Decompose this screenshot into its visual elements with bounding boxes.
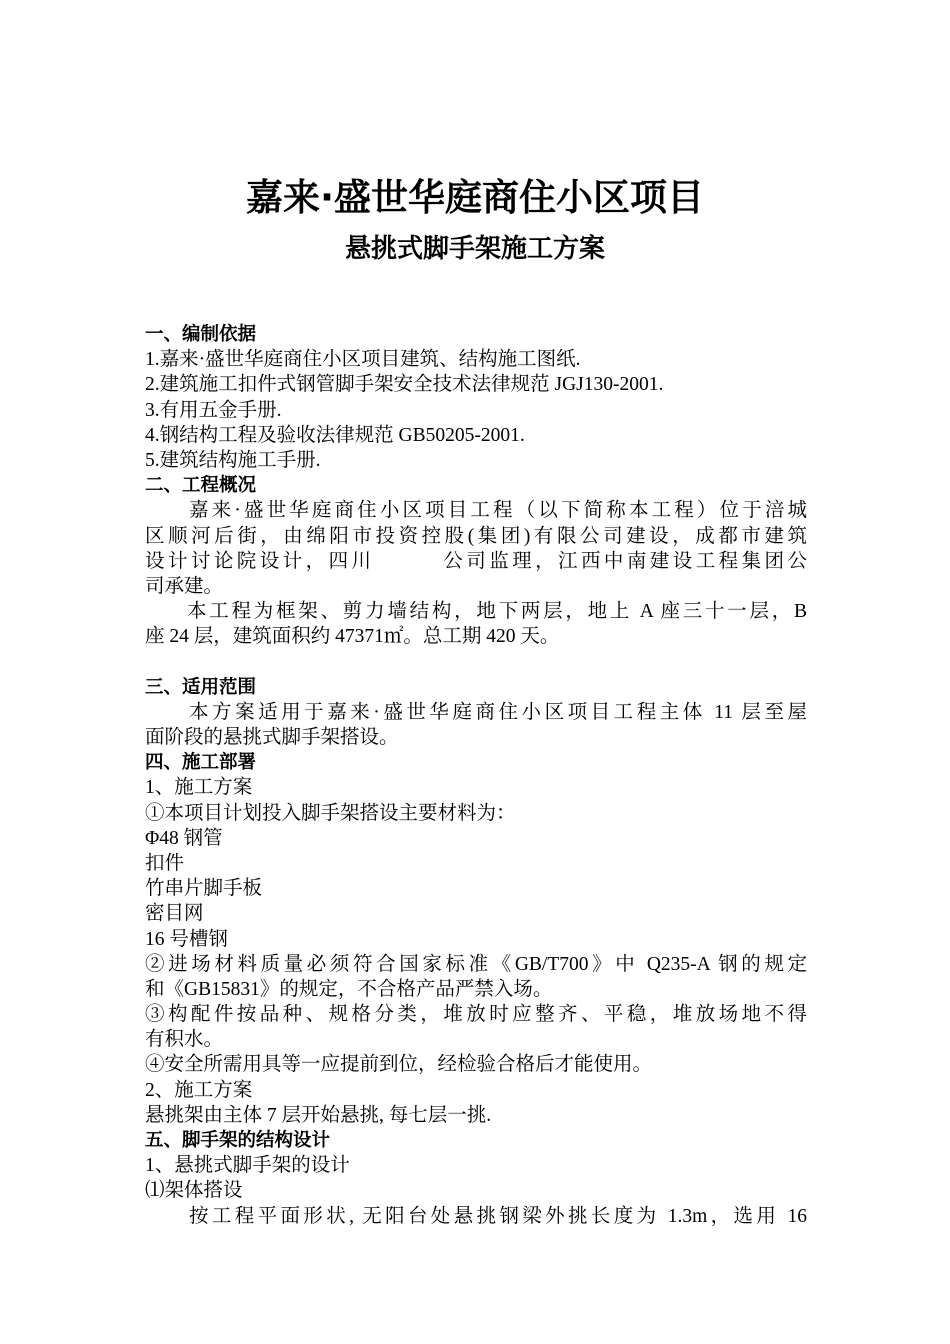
overview-paragraph-line: 区顺河后街，由绵阳市投资控股(集团)有限公司建设，成都市建筑: [145, 525, 807, 547]
section-heading-deployment: 四、施工部署: [145, 752, 257, 774]
overview-paragraph-line: 本工程为框架、剪力墙结构，地下两层，地上 A 座三十一层，B: [187, 601, 807, 623]
deployment-subheading: 1、施工方案: [145, 777, 253, 799]
deployment-subheading: 2、施工方案: [145, 1079, 253, 1101]
document-title: 嘉来·盛世华庭商住小区项目: [245, 176, 705, 219]
material-item: 16 号槽钢: [145, 928, 228, 950]
overview-paragraph-line: 设计讨论院设计，四川 公司监理，江西中南建设工程集团公: [145, 550, 807, 572]
deployment-item: ①本项目计划投入脚手架搭设主要材料为：: [145, 802, 516, 824]
document-subtitle: 悬挑式脚手架施工方案: [344, 234, 605, 264]
basis-item: 5.建筑结构施工手册.: [145, 449, 321, 471]
overview-paragraph-line: 司承建。: [145, 575, 224, 597]
overview-paragraph-line: 座 24 层，建筑面积约 47371㎡。总工期 420 天。: [145, 626, 560, 648]
material-item: 密目网: [145, 903, 204, 925]
blank-line: [145, 649, 807, 674]
material-item: 竹串片脚手板: [145, 878, 263, 900]
section-heading-basis: 一、编制依据: [145, 324, 257, 345]
section-heading-scope: 三、适用范围: [145, 676, 257, 698]
deployment-item: 有积水。: [145, 1029, 224, 1051]
scope-paragraph-line: 本方案适用于嘉来·盛世华庭商住小区项目工程主体 11 层至屋: [189, 701, 807, 723]
structure-item: ⑴架体搭设: [145, 1180, 243, 1202]
structure-paragraph-line: 按工程平面形状, 无阳台处悬挑钢梁外挑长度为 1.3m，选用 16: [189, 1205, 807, 1227]
section-heading-overview: 二、工程概况: [145, 475, 257, 497]
material-item: 扣件: [145, 852, 185, 874]
deployment-item: ④安全所需用具等一应提前到位，经检验合格后才能使用。: [145, 1054, 653, 1076]
deployment-item: ②进场材料质量必须符合国家标准《GB/T700》中 Q235-A 钢的规定: [145, 953, 807, 975]
deployment-text: 悬挑架由主体 7 层开始悬挑, 每七层一挑.: [145, 1104, 492, 1126]
document-body: [145, 322, 807, 1229]
basis-item: 1.嘉来·盛世华庭商住小区项目建筑、结构施工图纸.: [145, 349, 581, 371]
scope-paragraph-line: 面阶段的悬挑式脚手架搭设。: [145, 727, 399, 748]
deployment-item: ③构配件按品种、规格分类，堆放时应整齐、平稳，堆放场地不得: [145, 1004, 807, 1026]
material-item: Φ48 钢管: [145, 827, 223, 849]
overview-paragraph-line: 嘉来·盛世华庭商住小区项目工程（以下简称本工程）位于涪城: [189, 500, 807, 522]
structure-subheading: 1、悬挑式脚手架的设计: [145, 1155, 350, 1177]
basis-item: 4.钢结构工程及验收法律规范 GB50205-2001.: [145, 424, 525, 446]
section-heading-structure: 五、脚手架的结构设计: [145, 1130, 331, 1151]
deployment-item: 和《GB15831》的规定，不合格产品严禁入场。: [145, 978, 553, 1000]
basis-item: 3.有用五金手册.: [145, 399, 282, 421]
basis-item: 2.建筑施工扣件式钢管脚手架安全技术法律规范 JGJ130-2001.: [145, 374, 664, 396]
